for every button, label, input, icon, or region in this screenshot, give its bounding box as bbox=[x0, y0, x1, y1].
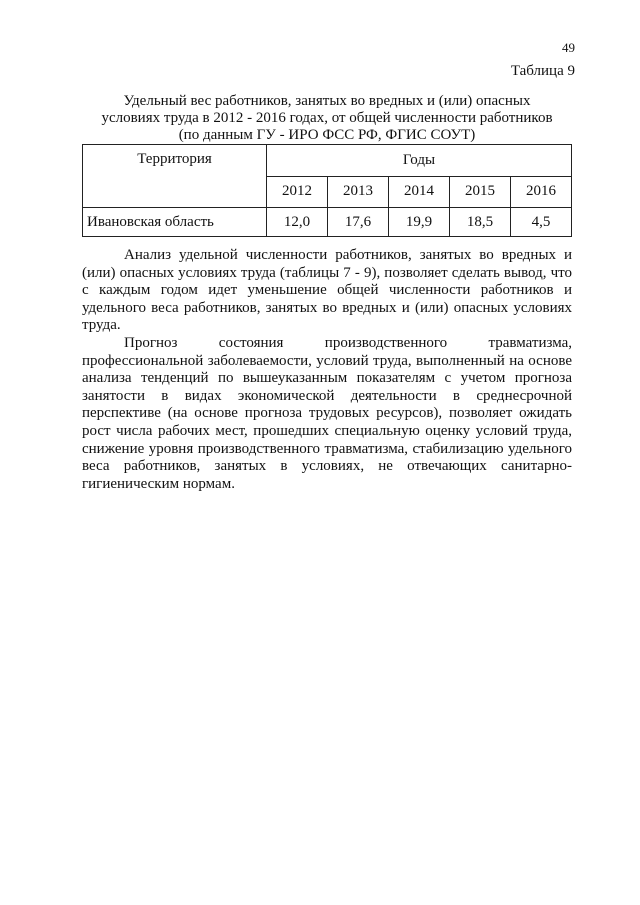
paragraph-1: Анализ удельной численности работников, занятых во вредных и (или) опасных условиях труда (таблицы 7 - 9), позволяет сделать вывод, что с каждым годом идет уменьшение общей численности работников и удельного веса работников, занятых во вредных и (или) опасных условиях труда. bbox=[82, 247, 572, 334]
caption-line-2: условиях труда в 2012 - 2016 годах, от общей численности работников bbox=[101, 110, 553, 126]
year-cell: 2013 bbox=[328, 176, 389, 208]
value-cell: 19,9 bbox=[389, 208, 450, 237]
territory-name: Ивановская область bbox=[83, 208, 267, 237]
year-cell: 2012 bbox=[267, 176, 328, 208]
value-cell: 12,0 bbox=[267, 208, 328, 237]
paragraph-2: Прогноз состояния производственного травматизма, профессиональной заболеваемости, условий труда, выполненный на основе анализа тенденций по вышеуказанным показателям с учетом прогноза занятости в видах экономической деятельности в среднесрочной перспективе (на основе прогноза трудовых ресурсов), позволяет ожидать рост числа рабочих мест, прошедших специальную оценку условий труда, снижение уровня производственного травматизма, стабилизацию удельного веса работников, занятых в условиях, не отвечающих санитарно-гигиеническим нормам. bbox=[82, 334, 572, 492]
caption-line-3: (по данным ГУ - ИРО ФСС РФ, ФГИС СОУТ) bbox=[178, 127, 476, 143]
header-territory: Территория bbox=[83, 145, 267, 208]
table-row bbox=[83, 208, 572, 237]
value-cell: 18,5 bbox=[450, 208, 511, 237]
body-text bbox=[82, 247, 572, 493]
page-number: 49 bbox=[562, 40, 575, 55]
data-table bbox=[82, 144, 572, 237]
value-cell: 17,6 bbox=[328, 208, 389, 237]
year-cell: 2016 bbox=[511, 176, 572, 208]
caption-line-1: Удельный вес работников, занятых во вредных и (или) опасных bbox=[123, 93, 531, 109]
table-label: Таблица 9 bbox=[510, 63, 575, 79]
header-years: Годы bbox=[267, 145, 572, 177]
year-cell: 2015 bbox=[450, 176, 511, 208]
table-caption bbox=[82, 93, 572, 144]
table-header-row bbox=[83, 145, 572, 177]
year-cell: 2014 bbox=[389, 176, 450, 208]
value-cell: 4,5 bbox=[511, 208, 572, 237]
